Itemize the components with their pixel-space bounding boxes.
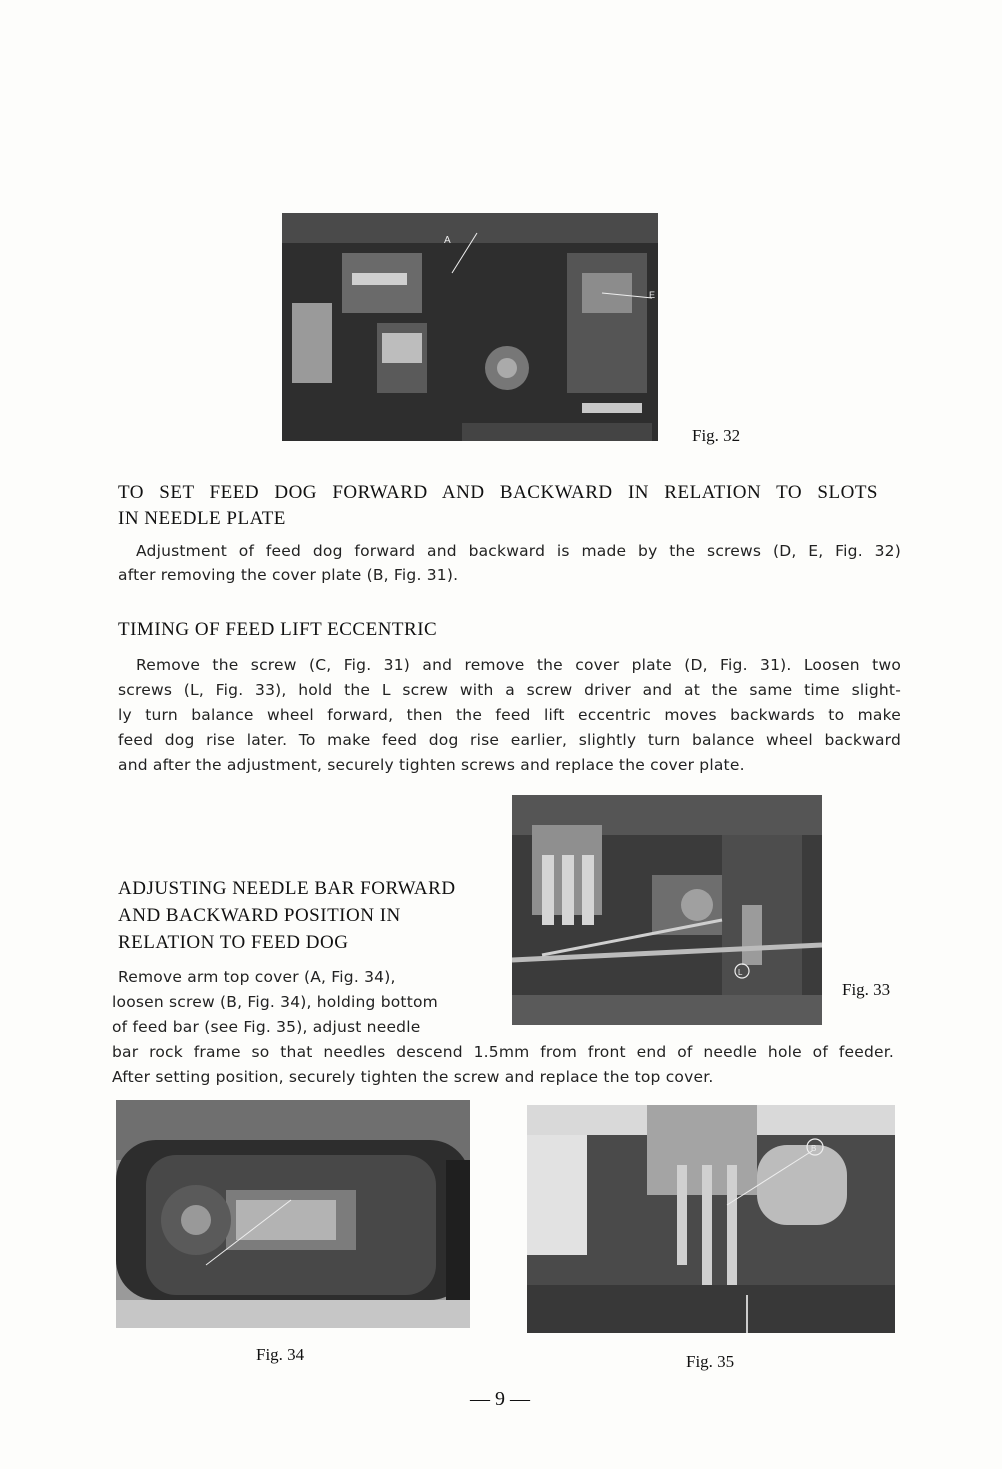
needle-bar-heading-line1: ADJUSTING NEEDLE BAR FORWARD	[118, 878, 456, 899]
needle-bar-heading-line3: RELATION TO FEED DOG	[118, 932, 349, 953]
timing-heading: TIMING OF FEED LIFT ECCENTRIC	[118, 619, 438, 640]
fig32-label-a: A	[444, 235, 451, 246]
needle-bar-text-line: loosen screw (B, Fig. 34), holding bottom	[112, 993, 438, 1011]
timing-text-line: screws (L, Fig. 33), hold the L screw with a screw driver and at the same time slight-	[118, 681, 901, 699]
timing-text-line: feed dog rise later. To make feed dog rise earlier, slightly turn balance wheel backward	[118, 731, 901, 749]
timing-text-line: and after the adjustment, securely tighten screws and replace the cover plate.	[118, 756, 745, 774]
needle-bar-text-line: of feed bar (see Fig. 35), adjust needle	[112, 1018, 421, 1036]
figure-34-photo	[116, 1100, 470, 1328]
feed-dog-heading-line1: TO SET FEED DOG FORWARD AND BACKWARD IN RELATION TO SLOTS	[118, 482, 878, 503]
figure-32-caption: Fig. 32	[692, 426, 741, 445]
page-number: — 9 —	[470, 1388, 530, 1410]
feed-dog-text-line: after removing the cover plate (B, Fig. 31).	[118, 566, 459, 584]
figure-32-photo	[282, 213, 658, 441]
fig32-label-e: E	[649, 290, 656, 300]
figure-33-photo	[512, 795, 822, 1025]
figure-33-caption: Fig. 33	[842, 980, 891, 999]
figure-35-photo	[527, 1105, 895, 1333]
figure-35-caption: Fig. 35	[686, 1352, 735, 1371]
needle-bar-text-line: bar rock frame so that needles descend 1.5mm from front end of needle hole of feeder.	[112, 1043, 894, 1061]
feed-dog-text-line: Adjustment of feed dog forward and backward is made by the screws (D, E, Fig. 32)	[136, 542, 901, 560]
timing-text-line: ly turn balance wheel forward, then the feed lift eccentric moves backwards to make	[118, 706, 901, 724]
needle-bar-heading-line2: AND BACKWARD POSITION IN	[118, 905, 401, 926]
fig35-label-b: B	[811, 1144, 817, 1153]
needle-bar-text-line: Remove arm top cover (A, Fig. 34),	[118, 968, 396, 986]
feed-dog-heading-line2: IN NEEDLE PLATE	[118, 508, 286, 529]
needle-bar-text-line: After setting position, securely tighten the screw and replace the top cover.	[112, 1068, 714, 1086]
timing-text-line: Remove the screw (C, Fig. 31) and remove the cover plate (D, Fig. 31). Loosen two	[136, 656, 901, 674]
figure-34-caption: Fig. 34	[256, 1345, 305, 1364]
fig33-label-l: L	[738, 968, 743, 977]
